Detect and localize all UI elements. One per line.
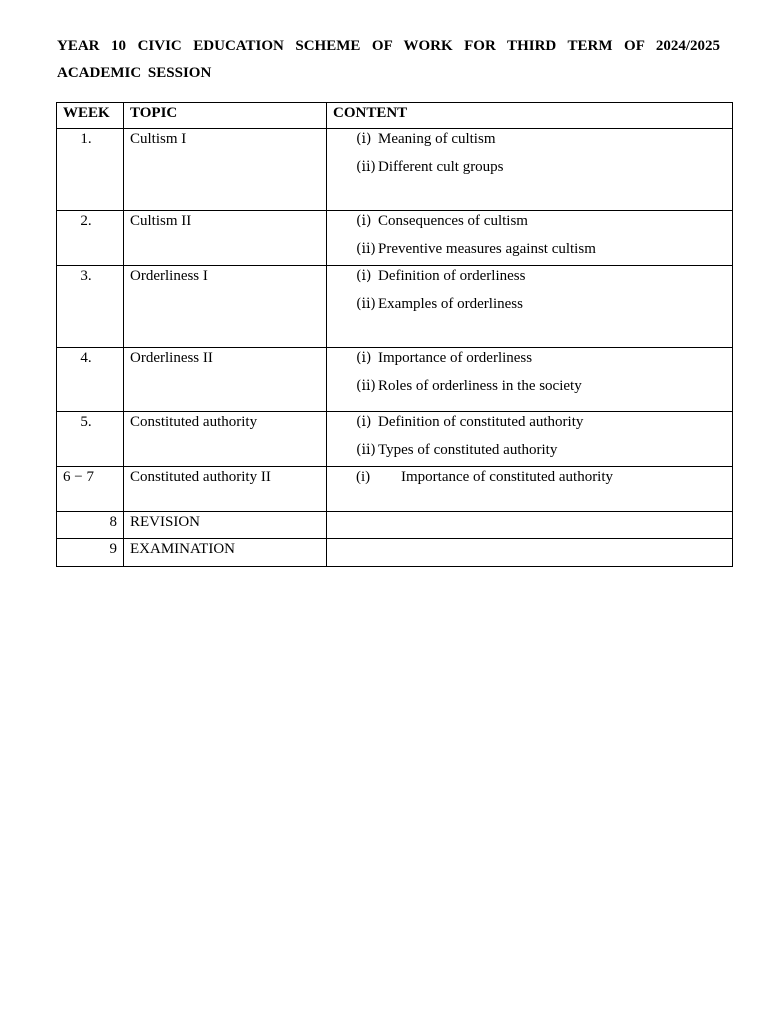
content-item	[356, 348, 726, 376]
content-item	[356, 294, 726, 322]
topic-cell: REVISION	[124, 512, 327, 539]
header-content: CONTENT	[327, 103, 733, 129]
item-text: Preventive measures against cultism	[378, 241, 596, 257]
content-cell	[327, 129, 733, 211]
topic-cell: Constituted authority II	[124, 467, 327, 512]
content-cell	[327, 266, 733, 348]
table-row	[57, 512, 733, 539]
topic-cell: Orderliness II	[124, 348, 327, 412]
week-cell: 9	[57, 539, 124, 567]
item-number: (i)	[356, 414, 372, 430]
week-cell: 3.	[57, 266, 124, 348]
item-number: (ii)	[356, 296, 376, 312]
content-item	[356, 129, 726, 157]
content-item	[356, 412, 726, 440]
content-item	[356, 239, 726, 265]
header-topic: TOPIC	[124, 103, 327, 129]
item-number: (i)	[356, 213, 372, 229]
topic-cell: Cultism I	[124, 129, 327, 211]
week-cell: 8	[57, 512, 124, 539]
topic-cell: Orderliness I	[124, 266, 327, 348]
week-cell: 5.	[57, 412, 124, 467]
table-row	[57, 211, 733, 266]
item-text: Types of constituted authority	[378, 442, 558, 458]
item-number: (ii)	[356, 159, 376, 175]
content-cell	[327, 467, 733, 512]
item-text: Definition of constituted authority	[378, 414, 584, 430]
week-cell: 4.	[57, 348, 124, 412]
item-text: Meaning of cultism	[378, 131, 496, 147]
header-week: WEEK	[57, 103, 124, 129]
table-header-row	[57, 103, 733, 129]
table-row	[57, 348, 733, 412]
content-item	[356, 440, 726, 466]
week-cell: 2.	[57, 211, 124, 266]
item-text: Consequences of cultism	[378, 213, 528, 229]
topic-cell: Cultism II	[124, 211, 327, 266]
table-row	[57, 129, 733, 211]
week-cell: 1.	[57, 129, 124, 211]
item-number: (i)	[356, 350, 372, 366]
table-row	[57, 266, 733, 348]
item-number: (ii)	[356, 442, 376, 458]
content-item	[356, 467, 726, 495]
content-item	[356, 266, 726, 294]
scheme-of-work-table	[56, 102, 733, 567]
item-text: Importance of orderliness	[378, 350, 533, 366]
week-cell: 6 − 7	[57, 467, 124, 512]
item-number: (i)	[356, 469, 371, 485]
content-item	[356, 211, 726, 239]
item-number: (ii)	[356, 241, 376, 257]
table-row	[57, 412, 733, 467]
table-row	[57, 539, 733, 567]
item-text: Examples of orderliness	[378, 296, 523, 312]
item-text: Importance of constituted authority	[401, 469, 614, 485]
content-cell	[327, 512, 733, 539]
item-number: (i)	[356, 268, 372, 284]
item-number: (i)	[356, 131, 372, 147]
topic-cell: Constituted authority	[124, 412, 327, 467]
item-text: Roles of orderliness in the society	[378, 378, 582, 394]
content-item	[356, 376, 726, 404]
item-text: Different cult groups	[378, 159, 504, 175]
topic-cell: EXAMINATION	[124, 539, 327, 567]
content-cell	[327, 539, 733, 567]
content-item	[356, 157, 726, 185]
document-title: YEAR 10 CIVIC EDUCATION SCHEME OF WORK FOR THIRD TERM OF 2024/2025 ACADEMIC SESSION	[57, 38, 720, 81]
item-text: Definition of orderliness	[378, 268, 526, 284]
item-number: (ii)	[356, 378, 376, 394]
content-cell	[327, 348, 733, 412]
table-row	[57, 467, 733, 512]
content-cell	[327, 412, 733, 467]
content-cell	[327, 211, 733, 266]
